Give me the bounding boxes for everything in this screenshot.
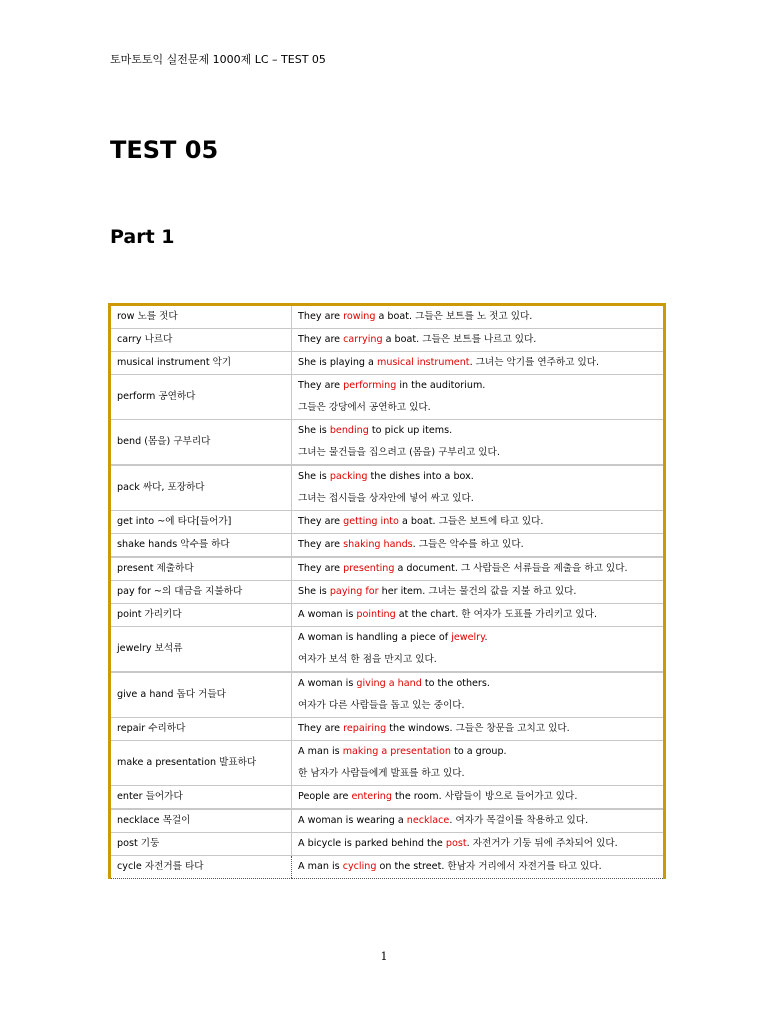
sentence-text: 여자가 보석 한 점을 만지고 있다. bbox=[298, 654, 437, 665]
highlighted-term: cycling bbox=[342, 861, 377, 872]
example-sentence bbox=[292, 672, 665, 718]
vocab-term: row 노를 젓다 bbox=[117, 311, 178, 322]
sentence-text: They are bbox=[298, 539, 344, 550]
example-sentence bbox=[292, 375, 665, 420]
highlighted-term: paying for bbox=[329, 586, 379, 597]
example-sentence bbox=[292, 329, 665, 352]
vocab-term: repair 수리하다 bbox=[110, 718, 292, 741]
highlighted-term: rowing bbox=[343, 311, 376, 322]
highlighted-term: repairing bbox=[343, 723, 387, 734]
example-sentence bbox=[292, 809, 665, 833]
sentence-text: They are bbox=[298, 334, 344, 345]
example-sentence bbox=[292, 856, 665, 879]
highlighted-term: musical instrument bbox=[376, 357, 470, 368]
sentence-line bbox=[298, 810, 657, 832]
vocab-term: carry 나르다 bbox=[110, 329, 292, 352]
table-row bbox=[110, 329, 665, 352]
sentence-text: They are bbox=[298, 311, 344, 322]
sentence-text: on the street. 한남자 거리에서 자전거를 타고 있다. bbox=[376, 861, 602, 872]
table-row bbox=[110, 718, 665, 741]
sentence-line bbox=[298, 763, 657, 785]
example-sentence bbox=[292, 465, 665, 511]
vocab-term: musical instrument 악기 bbox=[110, 352, 292, 375]
table-row bbox=[110, 833, 665, 856]
sentence-text: They are bbox=[298, 516, 344, 527]
table-row bbox=[110, 604, 665, 627]
sentence-line bbox=[298, 442, 657, 464]
vocab-term: get into ~에 타다[들어가] bbox=[110, 511, 292, 534]
table-row bbox=[110, 511, 665, 534]
vocab-term: jewelry 보석류 bbox=[110, 627, 292, 673]
sentence-text: 여자가 다른 사람들을 돕고 있는 중이다. bbox=[298, 700, 465, 711]
sentence-text: a boat. 그들은 보트를 노 젓고 있다. bbox=[375, 311, 533, 322]
sentence-text: They are bbox=[298, 723, 344, 734]
sentence-text: A man is bbox=[298, 861, 343, 872]
sentence-text: the windows. 그들은 창문을 고치고 있다. bbox=[386, 723, 570, 734]
example-sentence bbox=[292, 627, 665, 673]
sentence-line bbox=[298, 329, 657, 351]
highlighted-term: giving a hand bbox=[356, 678, 422, 689]
sentence-line bbox=[298, 397, 657, 419]
sentence-text: A woman is bbox=[298, 678, 357, 689]
sentence-line bbox=[298, 718, 657, 740]
sentence-text: at the chart. 한 여자가 도표를 가리키고 있다. bbox=[395, 609, 598, 620]
highlighted-term: necklace bbox=[406, 815, 450, 826]
sentence-line bbox=[298, 627, 657, 649]
sentence-text: to a group. bbox=[451, 746, 507, 757]
sentence-line bbox=[298, 856, 657, 878]
sentence-text: 그들은 강당에서 공연하고 있다. bbox=[298, 402, 431, 413]
vocab-term: shake hands 악수를 하다 bbox=[110, 534, 292, 558]
sentence-text: A bicycle is parked behind the bbox=[298, 838, 446, 849]
vocab-term: perform 공연하다 bbox=[110, 375, 292, 420]
sentence-line bbox=[298, 581, 657, 603]
sentence-line bbox=[298, 649, 657, 671]
highlighted-term: shaking hands bbox=[343, 539, 413, 550]
sentence-line bbox=[298, 786, 657, 808]
vocab-term: cycle 자전거를 타다 bbox=[110, 856, 292, 879]
sentence-text: to the others. bbox=[421, 678, 490, 689]
vocab-term: enter 들어가다 bbox=[110, 786, 292, 810]
vocab-term: pay for ~의 대금을 지불하다 bbox=[110, 581, 292, 604]
table-row bbox=[110, 581, 665, 604]
table-row bbox=[110, 375, 665, 420]
sentence-text: her item. 그녀는 물건의 값을 지불 하고 있다. bbox=[378, 586, 577, 597]
vocabulary-table-body bbox=[110, 305, 665, 879]
example-sentence bbox=[292, 534, 665, 558]
example-sentence bbox=[292, 718, 665, 741]
sentence-line bbox=[298, 604, 657, 626]
vocab-term: post 기둥 bbox=[110, 833, 292, 856]
table-row bbox=[110, 786, 665, 810]
sentence-line bbox=[298, 306, 657, 328]
test-title: TEST 05 bbox=[110, 136, 219, 164]
sentence-text: People are bbox=[298, 791, 352, 802]
sentence-text: She is bbox=[298, 471, 330, 482]
sentence-line bbox=[298, 741, 657, 763]
sentence-text: A woman is handling a piece of bbox=[298, 632, 452, 643]
sentence-line bbox=[298, 673, 657, 695]
table-row bbox=[110, 672, 665, 718]
example-sentence bbox=[292, 557, 665, 581]
example-sentence bbox=[292, 833, 665, 856]
sentence-text: . 그들은 악수를 하고 있다. bbox=[412, 539, 524, 550]
sentence-text: a document. 그 사람들은 서류들을 제출을 하고 있다. bbox=[394, 563, 628, 574]
table-row bbox=[110, 741, 665, 786]
sentence-text: to pick up items. bbox=[368, 425, 453, 436]
vocab-term: give a hand 돕다 거들다 bbox=[110, 672, 292, 718]
sentence-text: . 그녀는 악기를 연주하고 있다. bbox=[469, 357, 600, 368]
document-header: 토마토토익 실전문제 1000제 LC – TEST 05 bbox=[110, 53, 326, 66]
sentence-text: She is playing a bbox=[298, 357, 377, 368]
sentence-text: 그녀는 접시들을 상자안에 넣어 싸고 있다. bbox=[298, 493, 474, 504]
section-heading: Part 1 bbox=[110, 226, 175, 248]
highlighted-term: presenting bbox=[343, 563, 395, 574]
table-row bbox=[110, 534, 665, 558]
sentence-text: 그녀는 물건들을 집으려고 (몸을) 구부리고 있다. bbox=[298, 447, 500, 458]
sentence-text: They are bbox=[298, 380, 344, 391]
highlighted-term: jewelry bbox=[451, 632, 485, 643]
highlighted-term: post bbox=[445, 838, 467, 849]
sentence-text: . 자전거가 기둥 뒤에 주차되어 있다. bbox=[466, 838, 618, 849]
table-row bbox=[110, 352, 665, 375]
example-sentence bbox=[292, 305, 665, 329]
example-sentence bbox=[292, 741, 665, 786]
sentence-text: . bbox=[484, 632, 488, 643]
sentence-text: They are bbox=[298, 563, 344, 574]
example-sentence bbox=[292, 604, 665, 627]
vocab-term: point 가리키다 bbox=[110, 604, 292, 627]
vocabulary-table bbox=[108, 303, 666, 879]
table-row bbox=[110, 305, 665, 329]
sentence-line bbox=[298, 420, 657, 442]
sentence-text: A woman is bbox=[298, 609, 357, 620]
vocab-term: necklace 목걸이 bbox=[110, 809, 292, 833]
sentence-text: A woman is wearing a bbox=[298, 815, 407, 826]
vocab-term: pack 싸다, 포장하다 bbox=[110, 465, 292, 511]
sentence-line bbox=[298, 488, 657, 510]
sentence-text: the dishes into a box. bbox=[367, 471, 474, 482]
sentence-text: . 여자가 목걸이를 착용하고 있다. bbox=[449, 815, 589, 826]
example-sentence bbox=[292, 420, 665, 466]
example-sentence bbox=[292, 786, 665, 810]
table-row bbox=[110, 809, 665, 833]
vocab-term: present 제출하다 bbox=[110, 557, 292, 581]
sentence-line bbox=[298, 352, 657, 374]
highlighted-term: getting into bbox=[343, 516, 399, 527]
sentence-text: the room. 사람들이 방으로 들어가고 있다. bbox=[391, 791, 578, 802]
highlighted-term: entering bbox=[351, 791, 392, 802]
sentence-line bbox=[298, 558, 657, 580]
sentence-text: 한 남자가 사람들에게 발표를 하고 있다. bbox=[298, 768, 465, 779]
sentence-line bbox=[298, 511, 657, 533]
sentence-text: She is bbox=[298, 425, 330, 436]
sentence-line bbox=[298, 466, 657, 488]
highlighted-term: bending bbox=[329, 425, 369, 436]
page-number: 1 bbox=[380, 950, 388, 963]
table-row bbox=[110, 465, 665, 511]
highlighted-term: packing bbox=[329, 471, 368, 482]
example-sentence bbox=[292, 581, 665, 604]
highlighted-term: pointing bbox=[356, 609, 396, 620]
sentence-text: in the auditorium. bbox=[396, 380, 486, 391]
sentence-line bbox=[298, 833, 657, 855]
highlighted-term: making a presentation bbox=[342, 746, 452, 757]
highlighted-term: performing bbox=[343, 380, 397, 391]
table-row bbox=[110, 420, 665, 466]
sentence-text: a boat. 그들은 보트를 나르고 있다. bbox=[382, 334, 537, 345]
table-row bbox=[110, 557, 665, 581]
example-sentence bbox=[292, 352, 665, 375]
sentence-line bbox=[298, 375, 657, 397]
sentence-text: A man is bbox=[298, 746, 343, 757]
example-sentence bbox=[292, 511, 665, 534]
sentence-text: She is bbox=[298, 586, 330, 597]
vocab-term: make a presentation 발표하다 bbox=[110, 741, 292, 786]
table-row bbox=[110, 856, 665, 879]
sentence-text: a boat. 그들은 보트에 타고 있다. bbox=[398, 516, 544, 527]
highlighted-term: carrying bbox=[343, 334, 383, 345]
vocab-term: bend (몸을) 구부리다 bbox=[110, 420, 292, 466]
table-row bbox=[110, 627, 665, 673]
sentence-line bbox=[298, 695, 657, 717]
sentence-line bbox=[298, 534, 657, 556]
